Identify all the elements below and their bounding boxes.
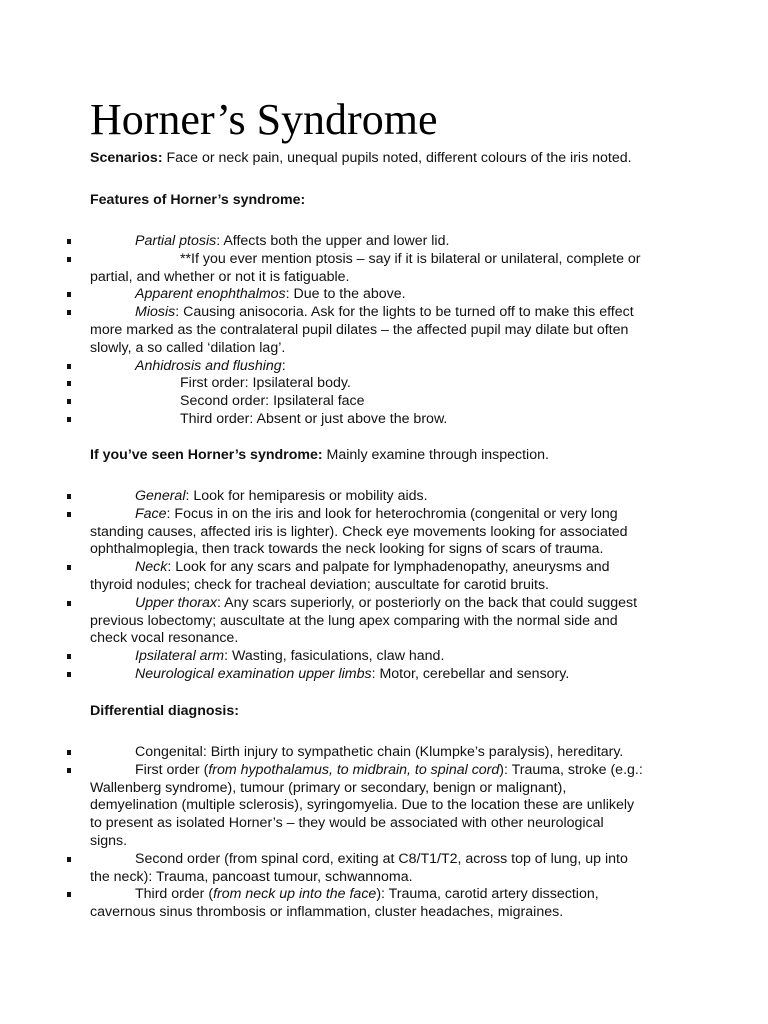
bullet-icon xyxy=(67,857,71,862)
scenarios-paragraph xyxy=(90,150,690,168)
bullet-icon xyxy=(67,239,71,244)
bullet-icon xyxy=(67,257,71,262)
list-item: Upper thorax: Any scars superiorly, or posteriorly on the back that could suggest previous lobectomy; auscultate at the lung apex comparing with the normal side and check vocal resonance. xyxy=(0,595,680,648)
seen-text: Mainly examine through inspection. xyxy=(322,447,549,463)
scenarios-label: Scenarios: xyxy=(90,150,163,166)
bullet-icon xyxy=(67,565,71,570)
list-item: Neurological examination upper limbs: Motor, cerebellar and sensory. xyxy=(0,666,680,684)
bullet-icon xyxy=(67,310,71,315)
seen-paragraph xyxy=(90,447,690,465)
list-item: Second order (from spinal cord, exiting at C8/T1/T2, across top of lung, up into the neck): Trauma, pancoast tumour, schwannoma. xyxy=(0,851,680,887)
list-item: Partial ptosis: Affects both the upper and lower lid. xyxy=(0,233,680,251)
bullet-icon xyxy=(67,292,71,297)
bullet-icon xyxy=(67,892,71,897)
list-item: Neck: Look for any scars and palpate for lymphadenopathy, aneurysms and thyroid nodules; check for tracheal deviation; auscultate for carotid bruits. xyxy=(0,559,680,595)
bullet-icon xyxy=(67,512,71,517)
bullet-icon xyxy=(67,654,71,659)
bullet-icon xyxy=(67,768,71,773)
bullet-icon xyxy=(67,750,71,755)
differential-heading: Differential diagnosis: xyxy=(90,703,239,719)
list-item: Miosis: Causing anisocoria. Ask for the lights to be turned off to make this effect more marked as the contralateral pupil dilates – the affected pupil may dilate but often slowly, a so called ‘dilation lag’. xyxy=(0,304,680,357)
bullet-icon xyxy=(67,672,71,677)
list-item: Anhidrosis and flushing: xyxy=(0,358,680,376)
list-item: First order: Ipsilateral body. xyxy=(0,375,680,393)
features-list xyxy=(0,233,680,429)
bullet-icon xyxy=(67,364,71,369)
features-heading: Features of Horner’s syndrome: xyxy=(90,192,306,208)
document-title: Horner’s Syndrome xyxy=(90,95,438,144)
list-item: Apparent enophthalmos: Due to the above. xyxy=(0,286,680,304)
bullet-icon xyxy=(67,494,71,499)
examination-list xyxy=(0,488,680,684)
scenarios-text: Face or neck pain, unequal pupils noted, different colours of the iris noted. xyxy=(162,150,632,166)
bullet-icon xyxy=(67,381,71,386)
list-item: First order (from hypothalamus, to midbrain, to spinal cord): Trauma, stroke (e.g.: Wallenberg syndrome), tumour (primary or secondary, benign or malignant), demyelination (multiple sclerosis), syringomyelia. Due to the location these are unlikely to present as isolated Horner’s – they would be associated with other neurological signs. xyxy=(0,762,680,851)
list-item: **If you ever mention ptosis – say if it is bilateral or unilateral, complete or partial, and whether or not it is fatiguable. xyxy=(0,251,680,287)
list-item: Third order: Absent or just above the brow. xyxy=(0,411,680,429)
seen-label: If you’ve seen Horner’s syndrome: xyxy=(90,447,323,463)
list-item: Second order: Ipsilateral face xyxy=(0,393,680,411)
list-item: General: Look for hemiparesis or mobility aids. xyxy=(0,488,680,506)
bullet-icon xyxy=(67,417,71,422)
list-item: Third order (from neck up into the face): Trauma, carotid artery dissection, cavernous sinus thrombosis or inflammation, cluster headaches, migraines. xyxy=(0,886,680,922)
list-item: Congenital: Birth injury to sympathetic chain (Klumpke’s paralysis), hereditary. xyxy=(0,744,680,762)
bullet-icon xyxy=(67,601,71,606)
bullet-icon xyxy=(67,399,71,404)
list-item: Face: Focus in on the iris and look for heterochromia (congenital or very long standing causes, affected iris is lighter). Check eye movements looking for associated ophthalmoplegia, then track towards the neck looking for signs of scars of trauma. xyxy=(0,506,680,559)
differential-list xyxy=(0,744,680,922)
list-item: Ipsilateral arm: Wasting, fasiculations, claw hand. xyxy=(0,648,680,666)
